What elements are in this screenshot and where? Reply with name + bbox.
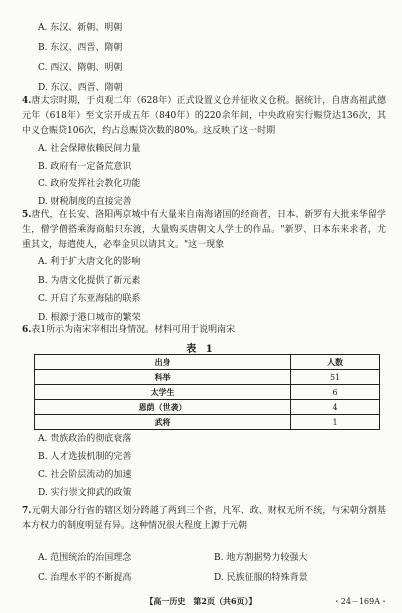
q7-option-a: A. 范围统治的治国理念 xyxy=(38,553,132,563)
q5-option-b: B. 为唐文化提供了新元素 xyxy=(38,276,141,286)
q3-option-d: D. 东汉、西晋、隋朝 xyxy=(38,83,123,93)
table-row xyxy=(35,400,380,415)
table-cell-count: 51 xyxy=(291,370,380,385)
q5-stem: 5.唐代，在长安、洛阳两京城中有大量来自南海诸国的经商者，日本、新罗有大批来华留学生，僧学僧搭乘海商船只东渡，大量购买唐朝文人学士的作品。"新罗、日本东来求者，尤重其文，每遣使人，必奉金贝以请其文。"这一现象 xyxy=(22,210,386,250)
q6-stem: 6.表1所示为南宋宰相出身情况。材料可用于说明南宋 xyxy=(22,325,236,335)
table-cell-origin: 武将 xyxy=(35,415,291,430)
table-row xyxy=(35,370,380,385)
q5-option-c: C. 开启了东亚海陆的联系 xyxy=(38,294,141,304)
table-cell-count: 1 xyxy=(291,415,380,430)
table-cell-origin: 太学生 xyxy=(35,385,291,400)
q6-option-b: B. 人才选拔机制的完善 xyxy=(38,452,132,462)
q6-option-d: D. 实行崇文抑武的政策 xyxy=(38,488,132,498)
q4-option-b: B. 政府有一定备荒意识 xyxy=(38,162,132,172)
exam-code: ・24－169A・ xyxy=(332,597,388,606)
table-1 xyxy=(34,354,380,430)
q4-stem: 4.唐太宗时期，于贞观二年（628年）正式设置义仓并征收义仓税。据统计，自唐高祖武德元年（618年）至文宗开成五年（840年）的220余年间，中央政府实行赈贷达136次，其中义仓赈贷106次，约占总赈贷次数的80%。这反映了这一时期 xyxy=(22,96,386,136)
table-header-count: 人数 xyxy=(291,355,380,370)
q3-option-b: B. 东汉、西晋、隋朝 xyxy=(38,43,123,53)
table-row xyxy=(35,415,380,430)
table-row xyxy=(35,385,380,400)
q3-option-a: A. 东汉、新朝、明朝 xyxy=(38,23,123,33)
q4-option-a: A. 社会保障依赖民间力量 xyxy=(38,144,141,154)
table-cell-origin: 科举 xyxy=(35,370,291,385)
q7-option-d: D. 民族征服的特殊背景 xyxy=(214,573,308,583)
q7-option-c: C. 治理水平的不断提高 xyxy=(38,573,132,583)
table-header-row xyxy=(35,355,380,370)
table-cell-count: 6 xyxy=(291,385,380,400)
q4-option-c: C. 政府发挥社会教化功能 xyxy=(38,179,141,189)
table-cell-count: 4 xyxy=(291,400,380,415)
q7-stem: 7.元朝大部分行省的辖区划分跨越了两到三个省，凡军、政、财权无所不统，与宋朝分割基本方权力的制度明显有异。这种情况很大程度上源于元朝 xyxy=(22,506,386,531)
q7-option-b: B. 地方割据势力较强大 xyxy=(214,553,308,563)
q3-option-c: C. 西汉、隋朝、明朝 xyxy=(38,63,123,73)
page-number-label: 【高一历史 第2页（共6页）】 xyxy=(145,596,257,606)
q5-option-d: D. 根源于港口城市的繁荣 xyxy=(38,313,141,323)
q5-option-a: A. 利于扩大唐文化的影响 xyxy=(38,257,141,267)
table-title: 表 1 xyxy=(186,344,216,355)
q4-option-d: D. 财税制度的直接完善 xyxy=(38,197,132,207)
q6-option-c: C. 社会阶层流动的加速 xyxy=(38,470,132,480)
q6-option-a: A. 贵族政治的彻底衰落 xyxy=(38,434,132,444)
table-header-origin: 出身 xyxy=(35,355,291,370)
table-cell-origin: 恩荫（世袭） xyxy=(35,400,291,415)
